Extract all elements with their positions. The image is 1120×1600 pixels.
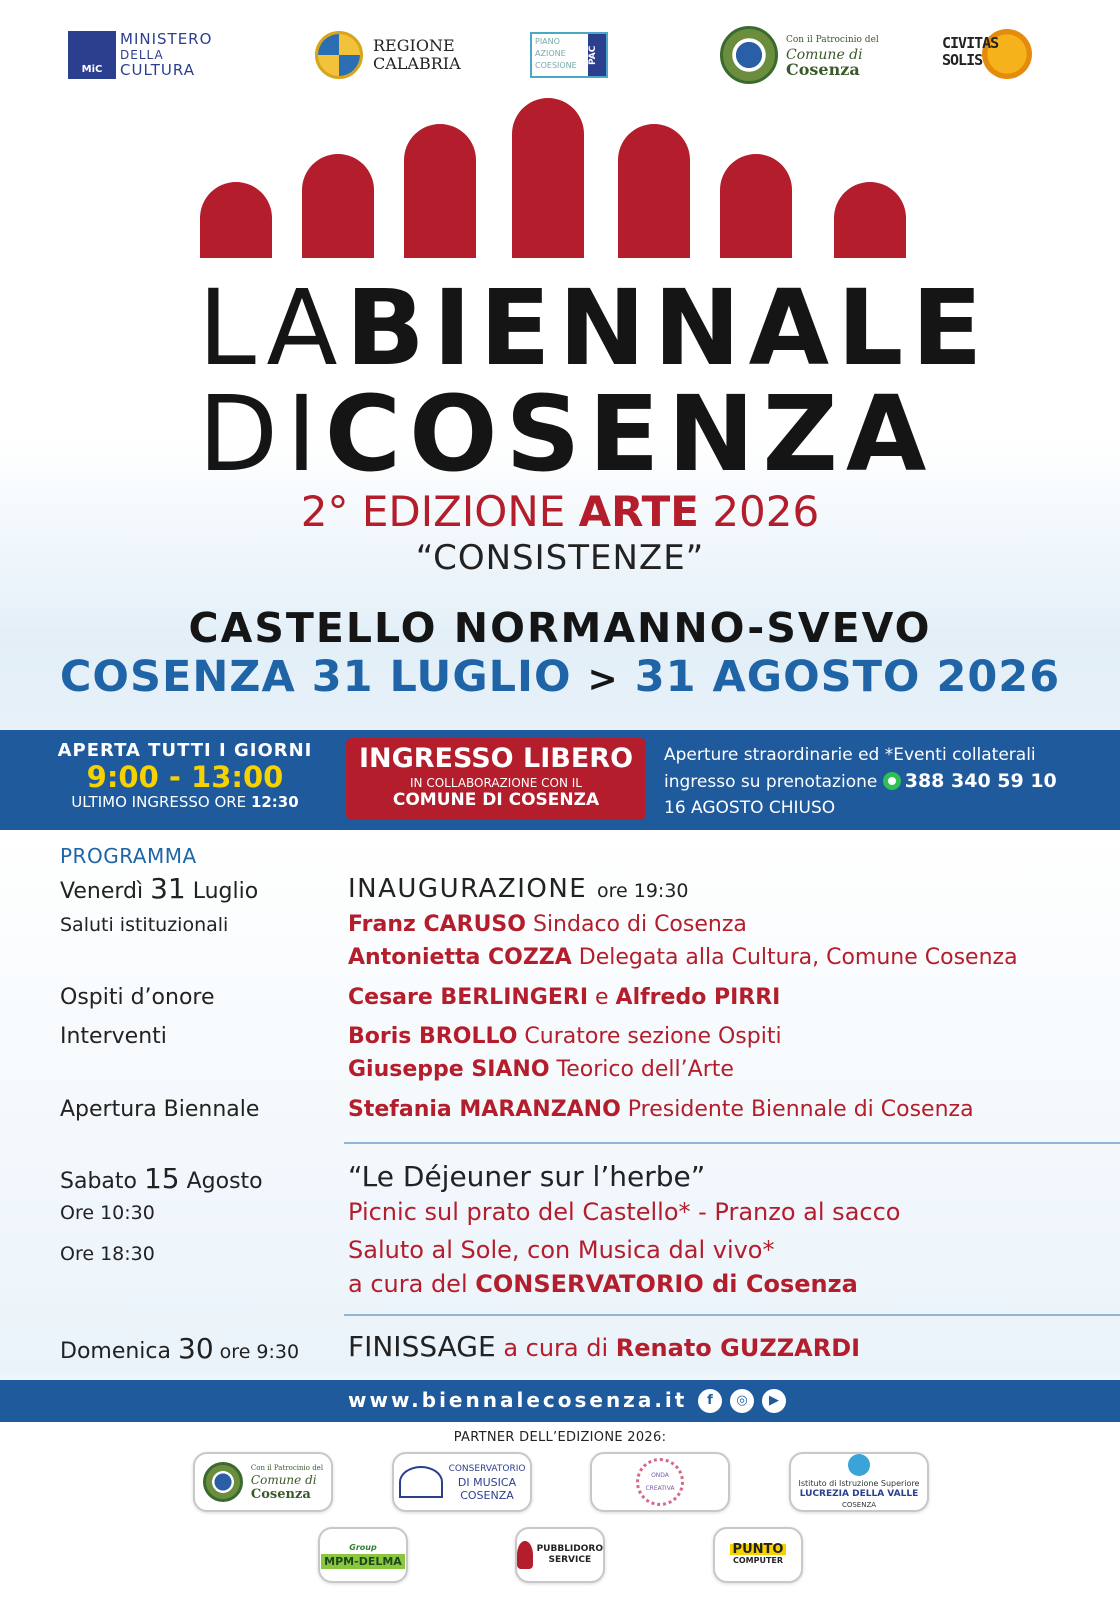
- speaker-maranzano: Stefania MARANZANO Presidente Biennale di Cosenza: [348, 1097, 974, 1122]
- picnic-event: Picnic sul prato del Castello* - Pranzo al sacco: [348, 1198, 901, 1226]
- partner-conservatorio: CONSERVATORIO DI MUSICA COSENZA: [392, 1452, 532, 1512]
- onda-creativa-logo-icon: ONDA CREATIVA: [636, 1458, 684, 1506]
- logo-ministero-cultura: MiC MINISTERO DELLA CULTURA: [68, 22, 212, 88]
- school-logo-icon: [848, 1454, 870, 1476]
- ospiti-onore: Cesare BERLINGERI e Alfredo PIRRI: [348, 985, 781, 1010]
- dejeuner-title: “Le Déjeuner sur l’herbe”: [348, 1160, 706, 1193]
- cosenza-crest-icon: [720, 26, 778, 84]
- day3-date: Domenica 30 ore 9:30: [60, 1332, 300, 1365]
- conservatorio-logo-icon: [399, 1466, 443, 1498]
- conservatorio-credit: a cura del CONSERVATORIO di Cosenza: [348, 1270, 858, 1298]
- opening-hours: APERTA TUTTI I GIORNI 9:00 - 13:00 ULTIMO INGRESSO ORE 12:30: [57, 740, 313, 811]
- edition-line: 2° EDIZIONE ARTE 2026: [300, 487, 820, 536]
- partner-onda-creativa: [590, 1452, 730, 1512]
- pubblidoro-logo-icon: [517, 1541, 533, 1569]
- saluto-sole-event: Saluto al Sole, con Musica dal vivo*: [348, 1236, 775, 1264]
- logo-regione-calabria: REGIONE CALABRIA: [315, 22, 461, 88]
- divider: [344, 1314, 1120, 1316]
- website-link[interactable]: www.biennalecosenza.it: [348, 1388, 688, 1412]
- time-1830: Ore 18:30: [60, 1243, 155, 1265]
- logo-pac: PIANO AZIONE COESIONE PAC: [530, 22, 608, 88]
- title-line-2: DICOSENZA: [198, 373, 935, 495]
- calabria-crest-icon: [315, 31, 363, 79]
- time-1030: Ore 10:30: [60, 1202, 155, 1224]
- exhibition-dates: COSENZA 31 LUGLIO > 31 AGOSTO 2026: [59, 652, 1061, 702]
- speaker-caruso: Franz CARUSO Sindaco di Cosenza: [348, 912, 747, 937]
- day2-date: Sabato 15 Agosto: [60, 1162, 263, 1195]
- partner-punto-computer: PUNTO COMPUTER: [713, 1527, 803, 1583]
- castle-arches-graphic: [200, 98, 906, 258]
- phone-number[interactable]: 388 340 59 10: [904, 770, 1057, 792]
- info-band: [0, 730, 1120, 830]
- speaker-siano: Giuseppe SIANO Teorico dell’Arte: [348, 1057, 734, 1082]
- instagram-icon[interactable]: ◎: [730, 1389, 754, 1413]
- divider: [344, 1142, 1120, 1144]
- partner-lucrezia-della-valle: Istituto di Istruzione Superiore LUCREZIA DELLA VALLE COSENZA: [789, 1452, 929, 1512]
- interventi-label: Interventi: [60, 1024, 167, 1049]
- cosenza-crest-icon: [203, 1462, 243, 1502]
- partner-comune-cosenza: Con il Patrocinio del Comune di Cosenza: [193, 1452, 333, 1512]
- mic-logo-mark: MiC: [68, 31, 116, 79]
- exhibition-subtitle: “CONSISTENZE”: [415, 538, 705, 578]
- title-line-1: LABIENNALE: [198, 267, 991, 389]
- ospiti-label: Ospiti d’onore: [60, 985, 215, 1010]
- programma-heading: PROGRAMMA: [60, 844, 197, 868]
- whatsapp-icon: [883, 772, 901, 790]
- top-logos: [60, 22, 1060, 92]
- partners-heading: PARTNER DELL’EDIZIONE 2026:: [453, 1430, 667, 1445]
- day1-date: Venerdì 31 Luglio: [60, 872, 259, 905]
- speaker-brollo: Boris BROLLO Curatore sezione Ospiti: [348, 1024, 782, 1049]
- free-entry-badge: INGRESSO LIBERO IN COLLABORAZIONE CON IL COMUNE DI COSENZA: [346, 738, 646, 820]
- extra-openings-info: Aperture straordinarie ed *Eventi collaterali ingresso su prenotazione 388 340 59 10 16 AGOSTO CHIUSO: [664, 745, 1057, 818]
- venue: CASTELLO NORMANNO-SVEVO: [188, 604, 932, 652]
- facebook-icon[interactable]: f: [698, 1389, 722, 1413]
- saluti-label: Saluti istituzionali: [60, 914, 229, 936]
- footer-band: [0, 1380, 1120, 1422]
- logo-comune-cosenza: Con il Patrocinio del Comune di Cosenza: [720, 22, 879, 88]
- finissage-event: FINISSAGE a cura di Renato GUZZARDI: [348, 1330, 861, 1363]
- logo-civitas-solis: CIVITAS SOLIS: [940, 22, 1032, 88]
- apertura-label: Apertura Biennale: [60, 1097, 260, 1122]
- speaker-cozza: Antonietta COZZA Delegata alla Cultura, Comune Cosenza: [348, 945, 1018, 970]
- youtube-icon[interactable]: ▶: [762, 1389, 786, 1413]
- partner-pubblidoro: PUBBLIDORO SERVICE: [515, 1527, 605, 1583]
- partner-mpm-delma: Group MPM-DELMA: [318, 1527, 408, 1583]
- inaugurazione: INAUGURAZIONE ore 19:30: [348, 874, 689, 904]
